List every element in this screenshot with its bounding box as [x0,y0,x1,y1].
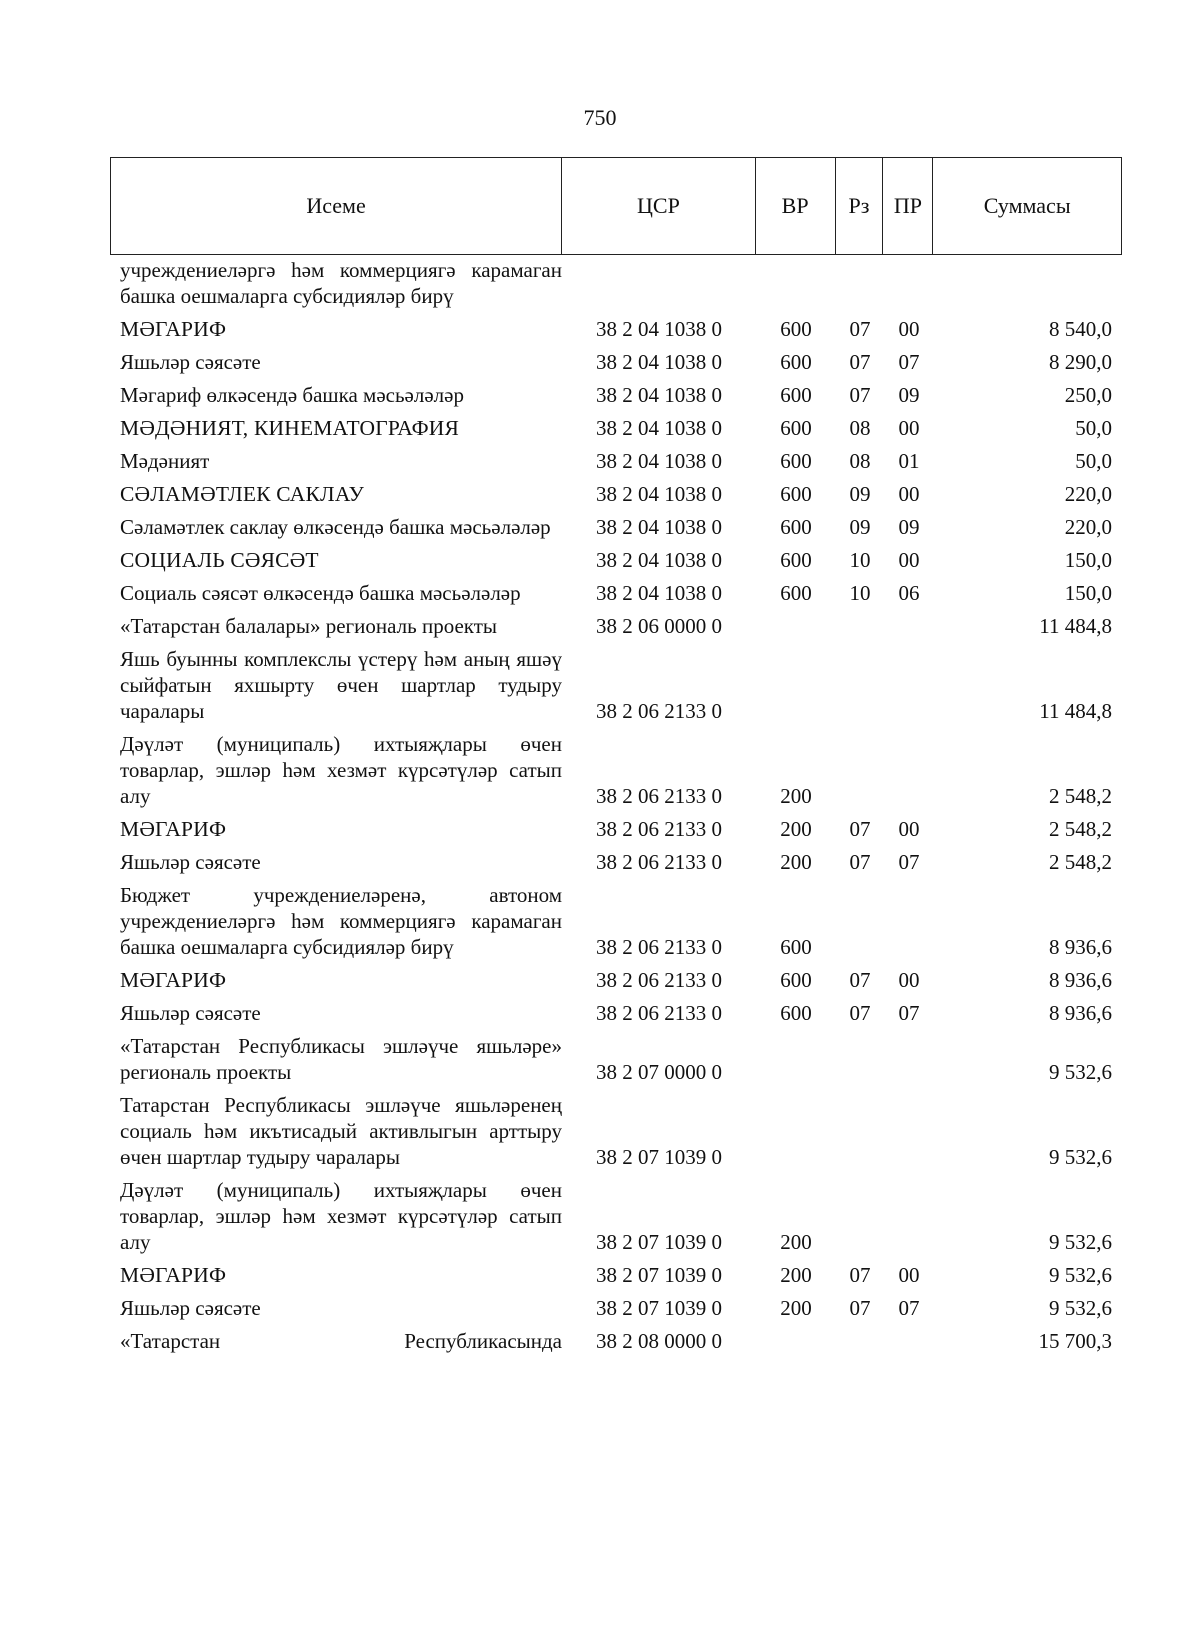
row-sum: 2 548,2 [1049,817,1112,841]
row-vr: 600 [780,935,812,959]
row-rz: 07 [849,317,871,341]
table-row [110,646,1122,724]
table-row [110,731,1122,809]
table-body [110,255,1122,1361]
row-pr: 00 [898,317,920,341]
row-name: Татарстан Республикасы эшләүче яшьләренең социаль һәм икътисадый активлыгын арттыру өчен шартлар тудыру чаралары [120,1093,562,1169]
row-rz: 07 [849,850,871,874]
row-csr: 38 2 07 1039 0 [596,1230,722,1254]
row-vr: 600 [780,416,812,440]
row-csr: 38 2 06 2133 0 [596,817,722,841]
table-row [110,415,1122,441]
row-name: Сәламәтлек саклау өлкәсендә башка мәсьәләләр [120,515,551,539]
row-csr: 38 2 06 0000 0 [596,614,722,638]
row-sum: 9 532,6 [1049,1296,1112,1320]
row-sum: 9 532,6 [1049,1230,1112,1254]
row-vr: 600 [780,581,812,605]
row-name: Яшьләр сәясәте [120,350,261,374]
row-sum: 150,0 [1064,548,1112,572]
row-vr: 200 [780,817,812,841]
table-header [110,157,1122,255]
table-row [110,514,1122,540]
row-sum: 11 484,8 [1039,699,1112,723]
table-row [110,613,1122,639]
row-sum: 9 532,6 [1049,1263,1112,1287]
row-vr: 200 [780,1296,812,1320]
row-rz: 09 [849,515,871,539]
row-pr: 07 [898,850,920,874]
row-vr: 600 [780,482,812,506]
row-vr: 600 [780,1001,812,1025]
row-name: МӘГАРИФ [120,317,227,341]
table-row [110,349,1122,375]
row-sum: 8 936,6 [1049,968,1112,992]
row-sum: 50,0 [1075,449,1112,473]
row-pr: 00 [898,968,920,992]
row-vr: 200 [780,1263,812,1287]
row-rz: 10 [849,581,871,605]
row-name: Яшьләр сәясәте [120,1296,261,1320]
row-vr: 200 [780,784,812,808]
table-row [110,1092,1122,1170]
row-csr: 38 2 04 1038 0 [596,482,722,506]
row-name: «Татарстан Республикасында [120,1329,562,1353]
header-rz: Рз [836,158,884,254]
row-csr: 38 2 04 1038 0 [596,515,722,539]
row-csr: 38 2 07 1039 0 [596,1145,722,1169]
row-csr: 38 2 04 1038 0 [596,548,722,572]
row-csr: 38 2 04 1038 0 [596,317,722,341]
row-sum: 8 290,0 [1049,350,1112,374]
table-row [110,448,1122,474]
row-sum: 8 936,6 [1049,1001,1112,1025]
row-sum: 220,0 [1064,515,1112,539]
row-rz: 07 [849,383,871,407]
row-name: Мәгариф өлкәсендә башка мәсьәләләр [120,383,464,407]
row-vr: 600 [780,317,812,341]
row-name: Мәдәният [120,449,210,473]
row-name: Дәүләт (муниципаль) ихтыяҗлары өчен товарлар, эшләр һәм хезмәт күрсәтүләр сатып алу [120,732,562,808]
row-sum: 2 548,2 [1049,850,1112,874]
row-name: СОЦИАЛЬ СӘЯСӘТ [120,548,319,572]
row-name: Яшьләр сәясәте [120,1001,261,1025]
row-csr: 38 2 04 1038 0 [596,581,722,605]
row-rz: 07 [849,968,871,992]
table-row [110,316,1122,342]
row-name: СӘЛАМӘТЛЕК САКЛАУ [120,482,365,506]
table-row [110,1177,1122,1255]
table-row [110,849,1122,875]
row-pr: 06 [898,581,920,605]
row-csr: 38 2 07 0000 0 [596,1060,722,1084]
row-vr: 600 [780,449,812,473]
row-name: «Татарстан Республикасы эшләүче яшьләре» региональ проекты [120,1034,562,1084]
row-sum: 15 700,3 [1038,1329,1112,1353]
row-pr: 09 [898,515,920,539]
row-csr: 38 2 04 1038 0 [596,449,722,473]
table-row [110,382,1122,408]
header-csr: ЦСР [562,158,756,254]
row-pr: 00 [898,1263,920,1287]
row-sum: 8 936,6 [1049,935,1112,959]
row-sum: 50,0 [1075,416,1112,440]
row-csr: 38 2 06 2133 0 [596,1001,722,1025]
header-sum: Суммасы [983,193,1071,218]
row-sum: 220,0 [1064,482,1112,506]
row-sum: 11 484,8 [1039,614,1112,638]
row-csr: 38 2 06 2133 0 [596,699,722,723]
row-sum: 8 540,0 [1049,317,1112,341]
row-csr: 38 2 04 1038 0 [596,350,722,374]
table-row [110,1262,1122,1288]
row-name: МӘГАРИФ [120,968,227,992]
row-vr: 600 [780,383,812,407]
header-name: Исеме [111,158,562,254]
row-vr: 200 [780,1230,812,1254]
row-pr: 00 [898,817,920,841]
table-row [110,882,1122,960]
row-pr: 00 [898,482,920,506]
row-rz: 08 [849,416,871,440]
row-name: МӘГАРИФ [120,1263,227,1287]
row-rz: 09 [849,482,871,506]
page-number: 750 [583,105,617,130]
row-name: МӘДӘНИЯТ, КИНЕМАТОГРАФИЯ [120,416,460,440]
table-row [110,580,1122,606]
header-vr: ВР [756,158,836,254]
row-csr: 38 2 06 2133 0 [596,850,722,874]
row-csr: 38 2 06 2133 0 [596,968,722,992]
table-row [110,816,1122,842]
row-pr: 00 [898,548,920,572]
row-vr: 200 [780,850,812,874]
row-vr: 600 [780,515,812,539]
row-csr: 38 2 04 1038 0 [596,416,722,440]
row-sum: 150,0 [1064,581,1112,605]
table-row [110,967,1122,993]
row-name: учреждениеләргә һәм коммерциягә карамаган башка оешмаларга субсидияләр бирү [120,258,562,308]
row-sum: 9 532,6 [1049,1145,1112,1169]
row-sum: 9 532,6 [1049,1060,1112,1084]
row-csr: 38 2 08 0000 0 [596,1329,722,1353]
row-rz: 07 [849,1296,871,1320]
row-name: Яшьләр сәясәте [120,850,261,874]
row-name: МӘГАРИФ [120,817,227,841]
row-name: Бюджет учреждениеләренә, автоном учреждениеләргә һәм коммерциягә карамаган башка оешмаларга субсидияләр бирү [120,883,562,959]
table-row [110,1295,1122,1321]
row-csr: 38 2 07 1039 0 [596,1296,722,1320]
row-csr: 38 2 06 2133 0 [596,784,722,808]
table-row [110,1033,1122,1085]
row-name: Социаль сәясәт өлкәсендә башка мәсьәләләр [120,581,521,605]
row-sum: 2 548,2 [1049,784,1112,808]
row-vr: 600 [780,350,812,374]
row-pr: 00 [898,416,920,440]
table-row [110,481,1122,507]
row-pr: 07 [898,350,920,374]
row-sum: 250,0 [1064,383,1112,407]
header-pr: ПР [883,158,933,254]
row-pr: 09 [898,383,920,407]
row-rz: 07 [849,817,871,841]
row-vr: 600 [780,548,812,572]
row-name: Дәүләт (муниципаль) ихтыяҗлары өчен товарлар, эшләр һәм хезмәт күрсәтүләр сатып алу [120,1178,562,1254]
row-pr: 07 [898,1296,920,1320]
table-row [110,547,1122,573]
row-rz: 10 [849,548,871,572]
row-pr: 01 [898,449,920,473]
table-row [110,1328,1122,1354]
row-rz: 07 [849,1001,871,1025]
table-row [110,257,1122,309]
row-csr: 38 2 07 1039 0 [596,1263,722,1287]
row-rz: 07 [849,350,871,374]
row-rz: 08 [849,449,871,473]
row-vr: 600 [780,968,812,992]
table-row [110,1000,1122,1026]
row-csr: 38 2 04 1038 0 [596,383,722,407]
row-name: Яшь буынны комплекслы үстерү һәм аның яшәү сыйфатын яхшырту өчен шартлар тудыру чаралары [120,647,562,723]
row-name: «Татарстан балалары» региональ проекты [120,614,497,638]
row-rz: 07 [849,1263,871,1287]
row-pr: 07 [898,1001,920,1025]
row-csr: 38 2 06 2133 0 [596,935,722,959]
